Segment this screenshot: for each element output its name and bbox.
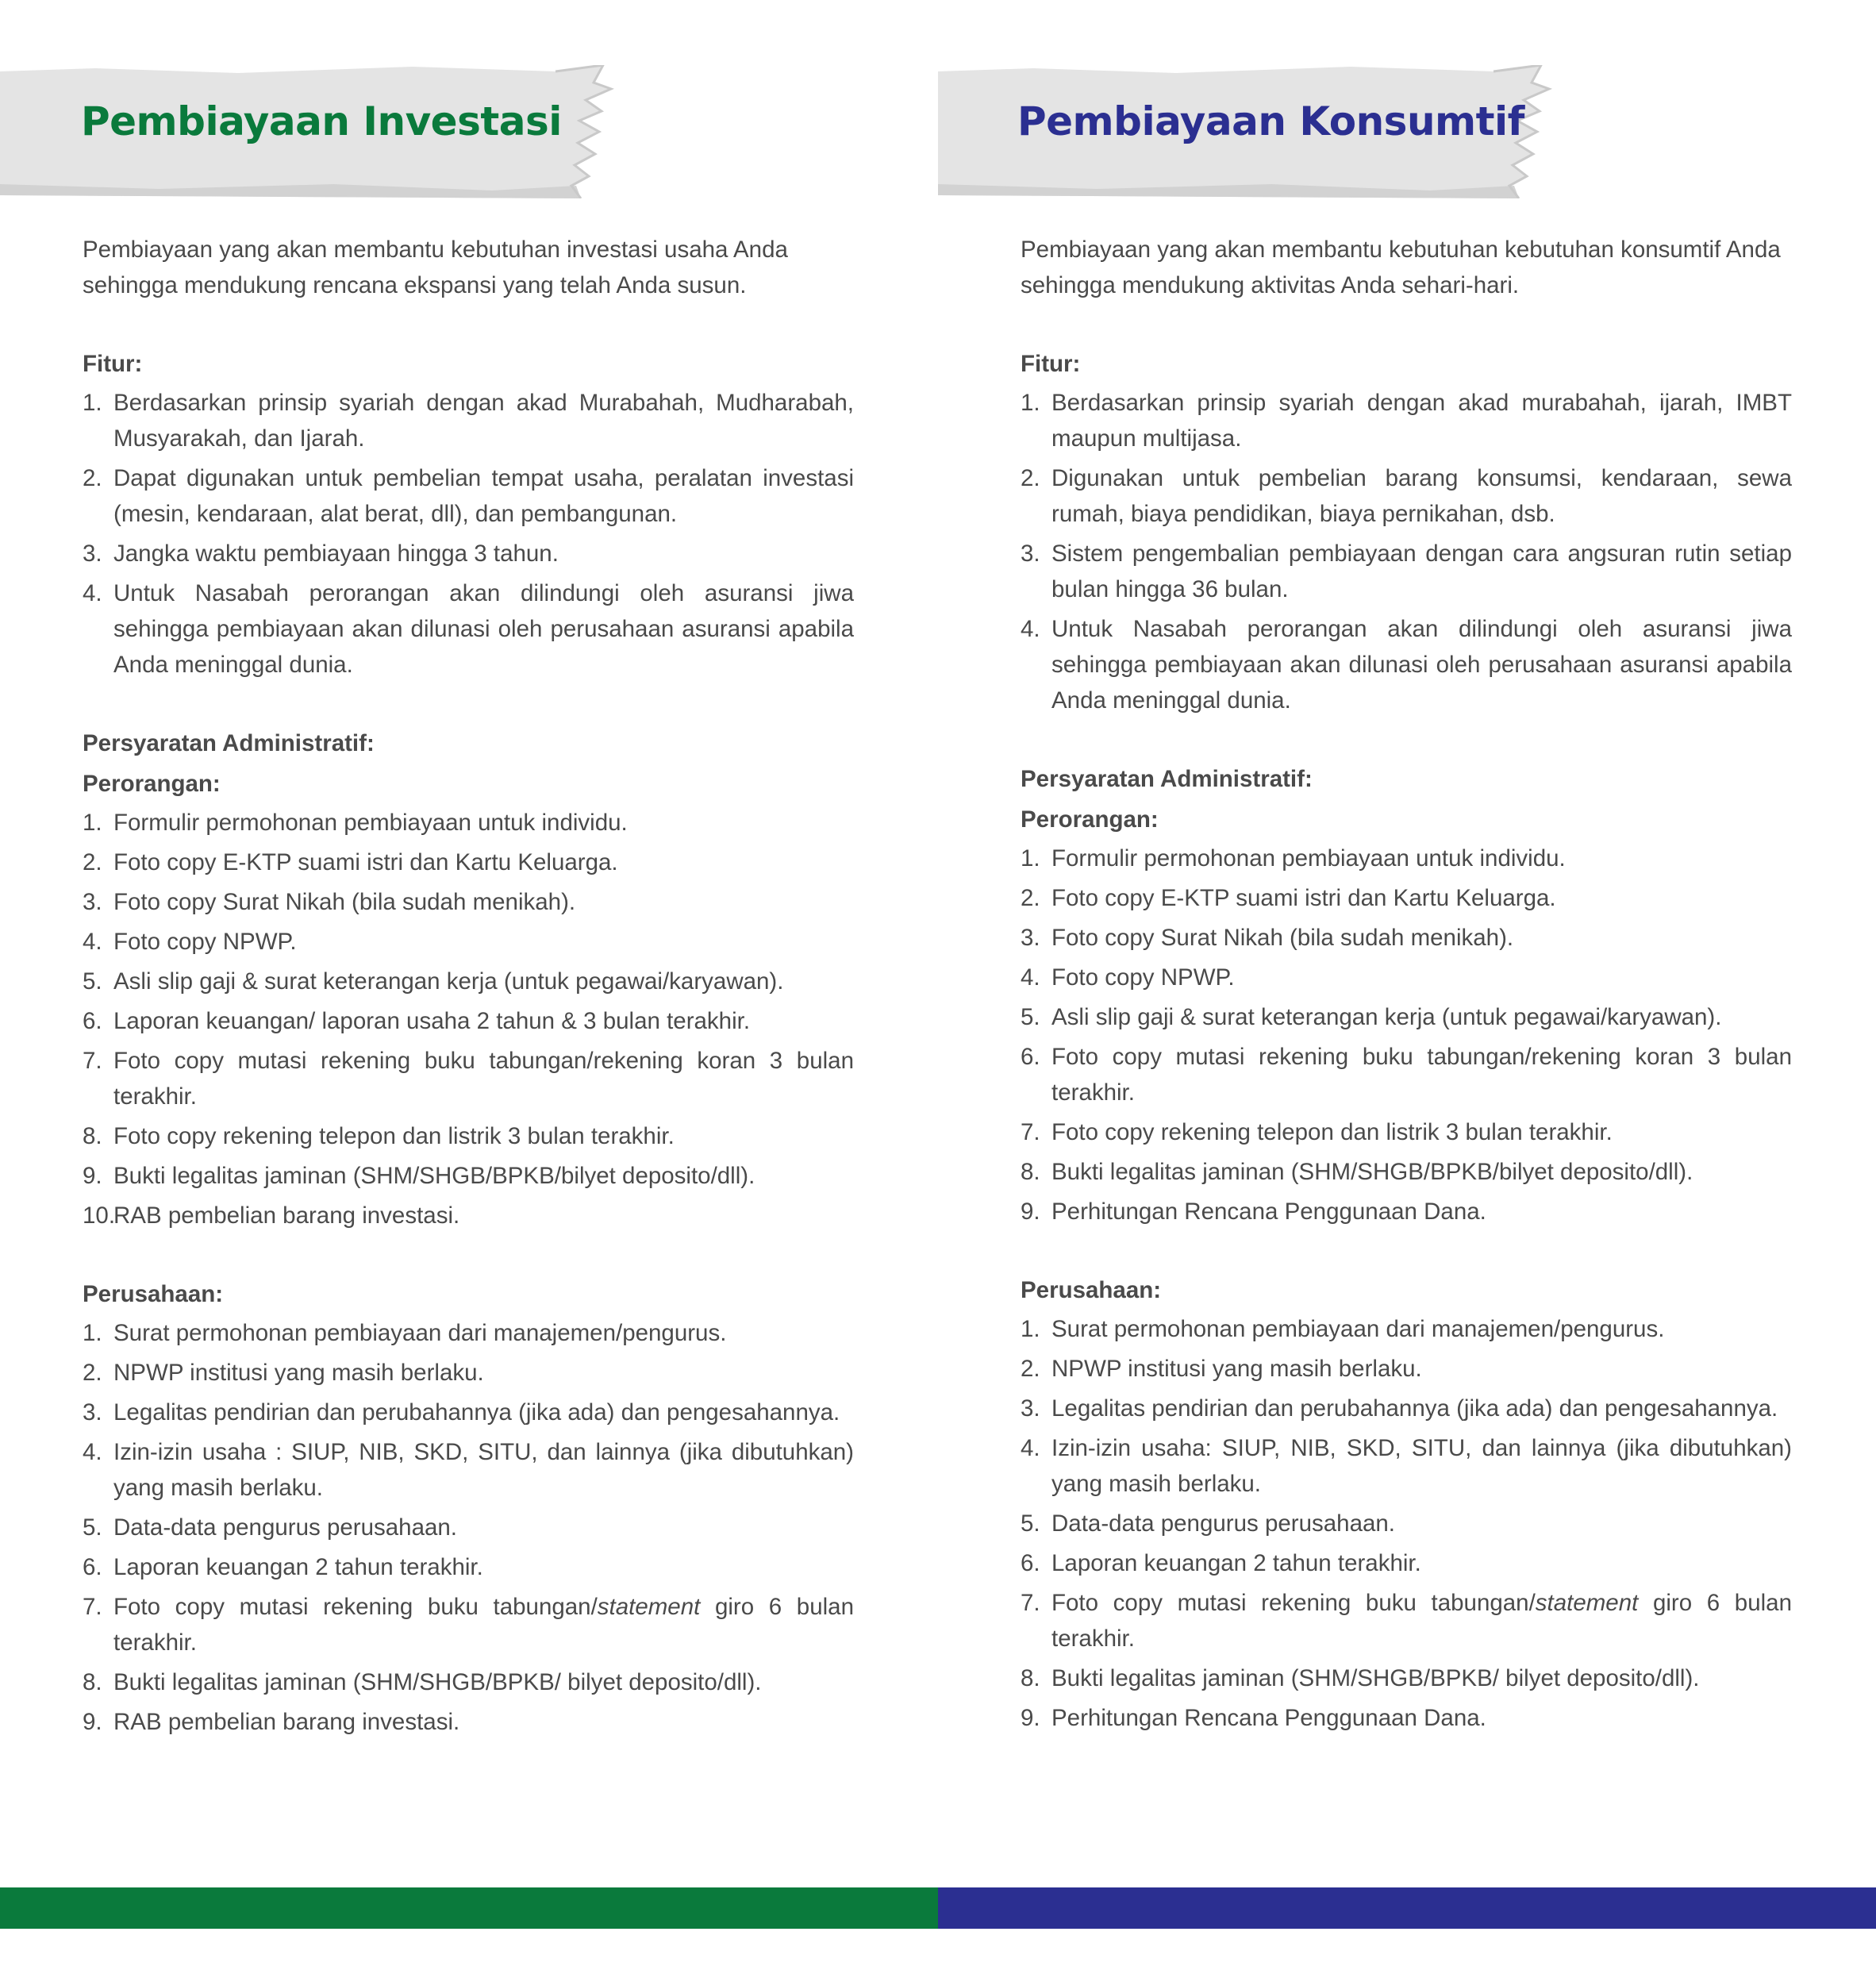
list-item: 9. Perhitungan Rencana Penggunaan Dana. [1021, 1199, 1486, 1225]
investasi-column [0, 0, 938, 1929]
list-item: 6. Foto copy mutasi rekening buku tabungan/rekening koran 3 bulan terakhir. [1021, 1044, 1792, 1106]
list-item: 3. Legalitas pendirian dan perubahannya (jika ada) dan pengesahannya. [1021, 1395, 1778, 1422]
page-title: Pembiayaan Konsumtif [1017, 98, 1524, 144]
intro-paragraph: Pembiayaan yang akan membantu kebutuhan kebutuhan konsumtif Anda sehingga mendukung aktivitas Anda sehari-hari. [1021, 237, 1781, 298]
list-item: 4. Izin-izin usaha : SIUP, NIB, SKD, SITU, dan lainnya (jika dibutuhkan) yang masih berlaku. [83, 1439, 854, 1501]
list-item: 2. NPWP institusi yang masih berlaku. [83, 1360, 484, 1386]
persyaratan-heading: Persyaratan Administratif: [83, 730, 375, 756]
perusahaan-list [1021, 1311, 1792, 1736]
konsumtif-content [1021, 232, 1792, 1779]
list-item: 1. Formulir permohonan pembiayaan untuk individu. [1021, 845, 1566, 871]
list-item: 7. Foto copy mutasi rekening buku tabungan/statement giro 6 bulan terakhir. [83, 1594, 854, 1656]
perusahaan-heading: Perusahaan: [1021, 1277, 1162, 1303]
page-title: Pembiayaan Investasi [81, 98, 562, 144]
list-item: 3. Jangka waktu pembiayaan hingga 3 tahun. [83, 541, 559, 567]
list-item: 6. Laporan keuangan 2 tahun terakhir. [83, 1554, 483, 1580]
blue-footer-bar [938, 1887, 1876, 1929]
list-item: 5. Data-data pengurus perusahaan. [83, 1514, 457, 1541]
list-item: 1. Berdasarkan prinsip syariah dengan akad Murabahah, Mudharabah, Musyarakah, dan Ijarah. [83, 390, 854, 452]
list-item: 5. Data-data pengurus perusahaan. [1021, 1510, 1395, 1537]
list-item: 4. Untuk Nasabah perorangan akan dilindungi oleh asuransi jiwa sehingga pembiayaan akan dilunasi oleh perusahaan asuransi apabila Anda meninggal dunia. [83, 580, 854, 678]
list-item: 1. Berdasarkan prinsip syariah dengan akad murabahah, ijarah, IMBT maupun multijasa. [1021, 390, 1792, 452]
fitur-heading: Fitur: [83, 351, 143, 377]
list-item: 2. NPWP institusi yang masih berlaku. [1021, 1356, 1422, 1382]
list-item: 8. Bukti legalitas jaminan (SHM/SHGB/BPKB/ bilyet deposito/dll). [83, 1669, 762, 1695]
list-item: 3. Legalitas pendirian dan perubahannya (jika ada) dan pengesahannya. [83, 1399, 840, 1426]
list-item: 3. Sistem pengembalian pembiayaan dengan cara angsuran rutin setiap bulan hingga 36 bulan. [1021, 541, 1792, 602]
list-item: 8. Bukti legalitas jaminan (SHM/SHGB/BPKB/bilyet deposito/dll). [1021, 1159, 1693, 1185]
fitur-heading: Fitur: [1021, 351, 1081, 377]
perorangan-heading: Perorangan: [83, 771, 221, 797]
list-item: 5. Asli slip gaji & surat keterangan kerja (untuk pegawai/karyawan). [1021, 1004, 1722, 1030]
investasi-content [83, 232, 854, 1783]
list-item: 6. Laporan keuangan/ laporan usaha 2 tahun & 3 bulan terakhir. [83, 1008, 751, 1034]
list-item: 1. Surat permohonan pembiayaan dari manajemen/pengurus. [83, 1320, 727, 1346]
list-item: 4. Izin-izin usaha: SIUP, NIB, SKD, SITU, dan lainnya (jika dibutuhkan) yang masih berlaku. [1021, 1435, 1792, 1497]
list-item: 6. Laporan keuangan 2 tahun terakhir. [1021, 1550, 1421, 1576]
list-item: 2. Foto copy E-KTP suami istri dan Kartu Keluarga. [83, 849, 618, 875]
list-item: 1. Formulir permohonan pembiayaan untuk individu. [83, 810, 628, 836]
fitur-list [1021, 385, 1792, 718]
list-item: 2. Dapat digunakan untuk pembelian tempat usaha, peralatan investasi (mesin, kendaraan, alat berat, dll), dan pembangunan. [83, 465, 854, 527]
intro-paragraph: Pembiayaan yang akan membantu kebutuhan investasi usaha Anda sehingga mendukung rencana ekspansi yang telah Anda susun. [83, 237, 788, 298]
perusahaan-heading: Perusahaan: [83, 1281, 224, 1307]
list-item: 9. Perhitungan Rencana Penggunaan Dana. [1021, 1705, 1486, 1731]
perorangan-list [83, 805, 854, 1233]
list-item: 7. Foto copy rekening telepon dan listrik 3 bulan terakhir. [1021, 1119, 1613, 1145]
list-item: 9. Bukti legalitas jaminan (SHM/SHGB/BPKB/bilyet deposito/dll). [83, 1163, 755, 1189]
perorangan-list [1021, 841, 1792, 1229]
list-item: 8. Bukti legalitas jaminan (SHM/SHGB/BPKB/ bilyet deposito/dll). [1021, 1665, 1700, 1691]
torn-paper-banner [938, 65, 1567, 198]
list-item: 3. Foto copy Surat Nikah (bila sudah menikah). [83, 889, 576, 915]
list-item: 5. Asli slip gaji & surat keterangan kerja (untuk pegawai/karyawan). [83, 968, 784, 995]
list-item: 1. Surat permohonan pembiayaan dari manajemen/pengurus. [1021, 1316, 1665, 1342]
perorangan-heading: Perorangan: [1021, 806, 1159, 833]
list-item: 2. Foto copy E-KTP suami istri dan Kartu Keluarga. [1021, 885, 1556, 911]
list-item: 7. Foto copy mutasi rekening buku tabungan/rekening koran 3 bulan terakhir. [83, 1048, 854, 1110]
torn-paper-banner [0, 65, 629, 198]
list-item: 10. RAB pembelian barang investasi. [83, 1202, 460, 1229]
list-item: 9. RAB pembelian barang investasi. [83, 1709, 460, 1735]
persyaratan-heading: Persyaratan Administratif: [1021, 766, 1313, 792]
list-item: 4. Untuk Nasabah perorangan akan dilindungi oleh asuransi jiwa sehingga pembiayaan akan dilunasi oleh perusahaan asuransi apabila Anda meninggal dunia. [1021, 616, 1792, 714]
list-item: 7. Foto copy mutasi rekening buku tabungan/statement giro 6 bulan terakhir. [1021, 1590, 1792, 1652]
list-item: 8. Foto copy rekening telepon dan listrik 3 bulan terakhir. [83, 1123, 675, 1149]
list-item: 4. Foto copy NPWP. [1021, 964, 1235, 991]
list-item: 4. Foto copy NPWP. [83, 929, 297, 955]
perusahaan-list [83, 1315, 854, 1740]
green-footer-bar [0, 1887, 938, 1929]
konsumtif-column [938, 0, 1876, 1929]
list-item: 2. Digunakan untuk pembelian barang konsumsi, kendaraan, sewa rumah, biaya pendidikan, biaya pernikahan, dsb. [1021, 465, 1792, 527]
list-item: 3. Foto copy Surat Nikah (bila sudah menikah). [1021, 925, 1514, 951]
fitur-list [83, 385, 854, 683]
